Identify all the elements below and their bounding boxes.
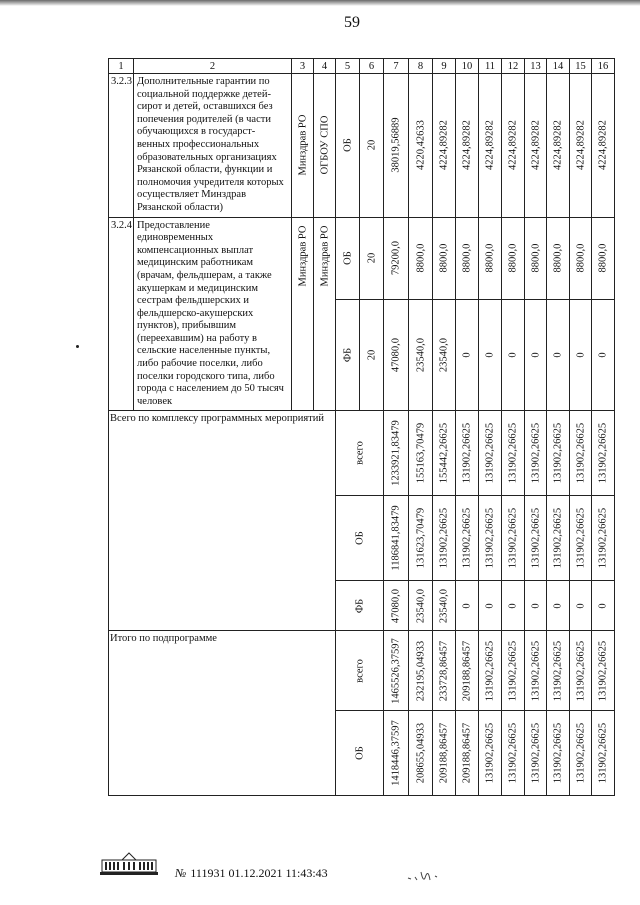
amount: 131902,26625 [507,640,519,702]
amount: 131902,26625 [530,508,541,569]
amount: 8800,0 [575,243,586,273]
amount: 131902,26625 [597,508,609,569]
value-cell [409,496,433,581]
code-cell [360,299,384,411]
value-cell [409,711,433,796]
value-cell [547,411,570,496]
col-header: 10 [456,59,479,74]
subprogram-label: Итого по подпрограмме [109,631,336,796]
col-header: 2 [134,59,292,74]
amount: 4220,42633 [415,120,426,171]
value-cell [456,631,479,711]
source-cell [336,74,360,218]
code-cell [360,74,384,218]
amount: 209188,86457 [461,640,473,702]
value-cell [456,299,479,411]
value-cell [592,299,615,411]
value-cell [433,711,456,796]
amount: 47080,0 [390,588,402,623]
amount: 0 [552,352,564,358]
amount: 131902,26625 [507,423,519,484]
amount: 23540,0 [415,588,426,623]
amount: 4224,89282 [507,120,519,171]
value-cell [479,299,502,411]
col-header: 8 [409,59,433,74]
institution: ОГБОУ СПО [319,115,330,175]
amount: 0 [575,603,586,609]
value-cell [479,411,502,496]
value-cell [433,631,456,711]
value-cell [592,496,615,581]
amount: 8800,0 [438,243,450,273]
amount: 79200,0 [390,241,402,276]
value-cell [384,74,409,218]
col-header: 16 [592,59,615,74]
funding-source: ФБ [342,347,353,363]
col-header: 5 [336,59,360,74]
amount: 4224,89282 [484,120,496,171]
value-cell [479,631,502,711]
value-cell [433,496,456,581]
amount: 0 [575,352,586,358]
scan-speck [76,345,79,348]
value-cell [384,711,409,796]
value-cell [570,411,592,496]
amount: 4224,89282 [530,120,541,171]
amount: 131902,26625 [575,640,586,702]
value-cell [525,299,547,411]
value-cell [502,711,525,796]
building-logo [100,850,158,876]
value-cell [479,581,502,631]
row-code: 3.2.3 [109,74,134,218]
value-cell [502,631,525,711]
value-cell [384,299,409,411]
value-cell [547,631,570,711]
value-cell [570,217,592,299]
col-header: 3 [292,59,314,74]
amount: 208655,04933 [415,723,426,784]
source-cell [336,299,360,411]
value-cell [547,74,570,218]
value-cell [384,411,409,496]
amount: 0 [597,352,609,358]
amount: 131902,26625 [597,423,609,484]
document-stamp [175,866,328,881]
value-cell [592,74,615,218]
amount: 131902,26625 [461,423,473,484]
institution-cell [314,217,336,411]
funding-source: ОБ [342,138,353,153]
amount: 131902,26625 [530,723,541,784]
budget-code: 20 [366,140,377,151]
amount: 4224,89282 [552,120,564,171]
amount: 0 [507,603,519,609]
executor: Минздрав РО [297,114,308,176]
value-cell [384,217,409,299]
value-cell [547,581,570,631]
funding-source: всего [354,441,365,466]
value-cell [456,411,479,496]
col-header: 9 [433,59,456,74]
value-cell [570,581,592,631]
amount: 8800,0 [507,243,519,273]
value-cell [502,299,525,411]
amount: 8800,0 [484,243,496,273]
row-3-2-4-ob [109,217,615,299]
amount: 209188,86457 [438,723,450,784]
amount: 131623,70479 [415,508,426,569]
col-header: 13 [525,59,547,74]
value-cell [547,299,570,411]
value-cell [525,411,547,496]
amount: 1418446,37597 [390,720,402,787]
value-cell [384,581,409,631]
amount: 8800,0 [461,243,473,273]
budget-code: 20 [366,349,377,361]
value-cell [479,711,502,796]
amount: 131902,26625 [552,640,564,702]
value-cell [456,74,479,218]
value-cell [592,411,615,496]
source-cell [336,711,384,796]
scan-edge [0,0,640,6]
header-row [109,59,615,74]
executor-cell [292,217,314,411]
value-cell [592,217,615,299]
source-cell [336,581,384,631]
amount: 0 [530,603,541,609]
row-total-complex-all [109,411,615,496]
amount: 131902,26625 [575,423,586,484]
amount: 155442,26625 [438,423,450,484]
value-cell [525,496,547,581]
amount: 233728,86457 [438,640,450,702]
value-cell [384,631,409,711]
amount: 4224,89282 [575,120,586,171]
amount: 0 [530,352,541,358]
value-cell [409,411,433,496]
value-cell [525,631,547,711]
col-header: 6 [360,59,384,74]
number-sign: № [175,866,187,880]
amount: 4224,89282 [438,120,450,171]
source-cell [336,411,384,496]
value-cell [592,581,615,631]
amount: 8800,0 [415,243,426,273]
value-cell [433,411,456,496]
amount: 131902,26625 [461,508,473,569]
col-header: 1 [109,59,134,74]
amount: 4224,89282 [597,120,609,171]
amount: 131902,26625 [530,640,541,702]
row-code: 3.2.4 [109,217,134,411]
amount: 8800,0 [552,243,564,273]
source-cell [336,217,360,299]
executor: Минздрав РО [297,225,308,286]
value-cell [502,581,525,631]
row-description: Предоставление единовременных компенсационных выплат медицинским работникам (врачам, фельдшерам, а также акушеркам и медицинским сестрам фельдшерских и фельдшерско-акушерских пунктов), прибывшим (переехавшим) на работу в сельские населенные пункты, либо рабочие поселки, либо поселки городского типа, либо города с населением до 50 тысяч человек [134,217,292,411]
amount: 131902,26625 [530,423,541,484]
row-3-2-3 [109,74,615,218]
amount: 0 [552,603,564,609]
funding-source: ФБ [354,598,365,614]
value-cell [409,217,433,299]
amount: 131902,26625 [597,723,609,784]
amount: 0 [507,352,519,358]
amount: 1465526,37597 [390,638,402,704]
value-cell [384,496,409,581]
value-cell [479,496,502,581]
col-header: 12 [502,59,525,74]
value-cell [433,74,456,218]
value-cell [502,496,525,581]
value-cell [456,711,479,796]
institution: Минздрав РО [319,225,330,286]
amount: 0 [484,603,496,609]
amount: 131902,26625 [597,640,609,702]
amount: 131902,26625 [575,508,586,569]
amount: 1186841,83479 [390,505,402,572]
amount: 0 [597,603,609,609]
value-cell [456,217,479,299]
amount: 23540,0 [438,588,450,623]
amount: 23540,0 [415,337,426,373]
amount: 131902,26625 [552,508,564,569]
value-cell [502,411,525,496]
value-cell [409,299,433,411]
value-cell [570,299,592,411]
amount: 23540,0 [438,337,450,373]
amount: 47080,0 [390,337,402,373]
value-cell [525,74,547,218]
value-cell [570,496,592,581]
value-cell [547,496,570,581]
row-description: Дополнительные гарантии по социальной поддержке детей-сирот и детей, оставшихся без попечения родителей (в части обучающихся в государст-венных профессиональных образовательных организациях Рязанской области, функции и полномочия учредителя которых осуществляет Минздрав Рязанской области) [134,74,292,218]
amount: 131902,26625 [484,508,496,569]
amount: 1233921,83479 [390,420,402,487]
col-header: 11 [479,59,502,74]
executor-cell [292,74,314,218]
value-cell [456,581,479,631]
value-cell [433,581,456,631]
amount: 131902,26625 [552,723,564,784]
value-cell [479,74,502,218]
row-subprogram-all [109,631,615,711]
budget-table [108,58,615,796]
amount: 131902,26625 [438,508,450,569]
doc-info: 111931 01.12.2021 11:43:43 [190,866,328,880]
amount: 155163,70479 [415,423,426,484]
source-cell [336,631,384,711]
funding-source: всего [354,659,365,683]
budget-code: 20 [366,252,377,264]
funding-source: ОБ [354,531,365,546]
funding-source: ОБ [342,251,353,265]
amount: 209188,86457 [461,723,473,784]
value-cell [547,711,570,796]
amount: 38019,56889 [390,117,402,173]
value-cell [525,217,547,299]
amount: 131902,26625 [484,423,496,484]
amount: 131902,26625 [484,640,496,702]
code-cell [360,217,384,299]
amount: 232195,04933 [415,640,426,702]
total-complex-label: Всего по комплексу программных мероприятий [109,411,336,631]
amount: 131902,26625 [575,723,586,784]
value-cell [570,711,592,796]
page-number: 59 [344,14,360,31]
amount: 0 [461,352,473,358]
value-cell [570,631,592,711]
col-header: 4 [314,59,336,74]
value-cell [409,581,433,631]
value-cell [592,631,615,711]
source-cell [336,496,384,581]
signature-mark [405,864,445,886]
amount: 131902,26625 [552,423,564,484]
value-cell [456,496,479,581]
amount: 0 [484,352,496,358]
col-header: 14 [547,59,570,74]
value-cell [433,217,456,299]
value-cell [570,74,592,218]
value-cell [592,711,615,796]
col-header: 7 [384,59,409,74]
amount: 4224,89282 [461,120,473,171]
value-cell [502,217,525,299]
value-cell [525,581,547,631]
col-header: 15 [570,59,592,74]
value-cell [409,74,433,218]
amount: 131902,26625 [507,723,519,784]
value-cell [547,217,570,299]
amount: 0 [461,603,473,609]
value-cell [525,711,547,796]
institution-cell [314,74,336,218]
amount: 8800,0 [597,243,609,273]
amount: 131902,26625 [484,723,496,784]
funding-source: ОБ [354,746,365,761]
value-cell [502,74,525,218]
value-cell [433,299,456,411]
value-cell [409,631,433,711]
amount: 8800,0 [530,243,541,273]
amount: 131902,26625 [507,508,519,569]
value-cell [479,217,502,299]
